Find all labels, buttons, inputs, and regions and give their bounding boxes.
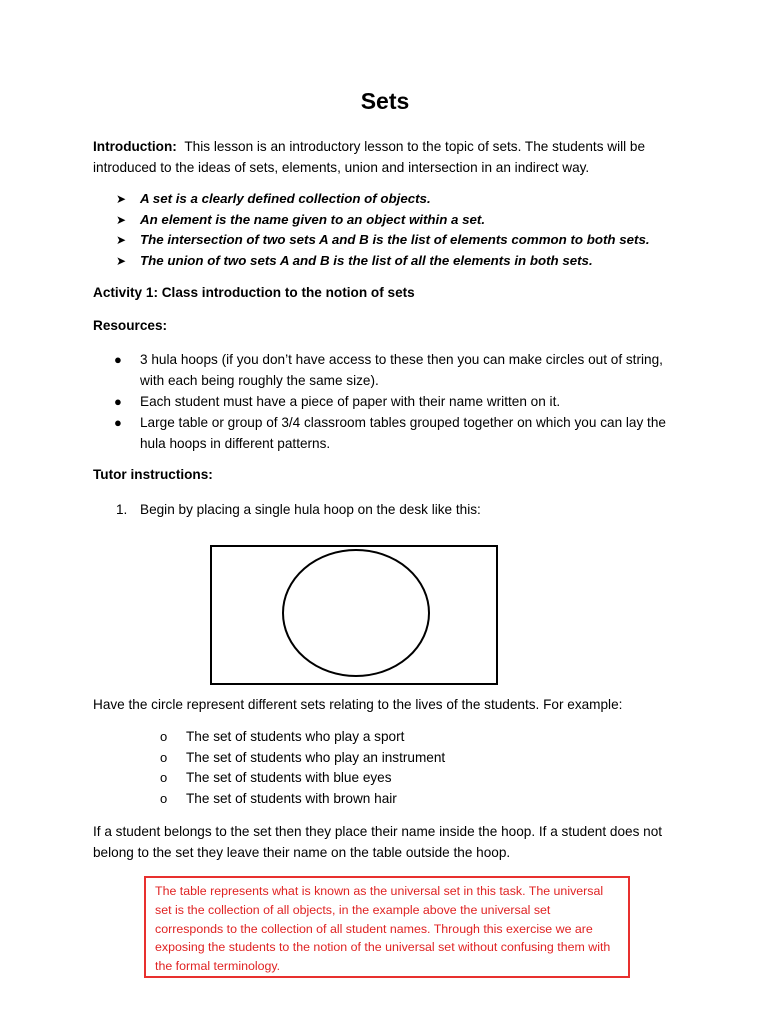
list-item: o The set of students with brown hair	[160, 789, 640, 810]
arrow-bullet-icon: ➤	[116, 212, 127, 227]
circle-bullet-icon: o	[160, 729, 168, 744]
activity-heading: Activity 1: Class introduction to the notion of sets	[93, 285, 415, 300]
hoop-circle	[283, 550, 429, 676]
list-item: o The set of students with blue eyes	[160, 768, 640, 789]
intro-label: Introduction:	[93, 139, 177, 154]
definition-item: ➤ An element is the name given to an object within a set.	[116, 210, 696, 231]
list-item: o The set of students who play an instrument	[160, 748, 640, 769]
circle-intro: Have the circle represent different sets relating to the lives of the students. For example:	[93, 697, 623, 712]
intro-text: This lesson is an introductory lesson to the topic of sets. The students will be introduced to the ideas of sets, elements, union and intersection in an indirect way.	[93, 139, 646, 175]
arrow-bullet-icon: ➤	[116, 233, 127, 248]
bullet-icon: ●	[114, 352, 122, 367]
arrow-bullet-icon: ➤	[116, 192, 127, 206]
bullet-icon: ●	[114, 394, 122, 409]
tutor-heading: Tutor instructions:	[93, 467, 213, 482]
hula-hoop-diagram	[210, 545, 498, 685]
table-rectangle	[211, 546, 497, 684]
universal-set-note: The table represents what is known as the universal set in this task. The universal set is the collection of all objects, in the example above the universal set corresponds to the collection of all student names. Through this exercise we are exposing the students to the notion of the universal set without confusing them with the formal terminology.	[144, 876, 630, 978]
list-item: o The set of students who play a sport	[160, 727, 640, 748]
definition-item: ➤ The intersection of two sets A and B is the list of elements common to both sets.	[116, 230, 696, 251]
definition-item: ➤ The union of two sets A and B is the list of all the elements in both sets.	[116, 251, 696, 272]
step-number: 1.	[116, 502, 128, 517]
step-text: Begin by placing a single hula hoop on the desk like this:	[140, 502, 481, 517]
list-item: ● 3 hula hoops (if you don’t have access to these then you can make circles out of string, with each being roughly the same size).	[114, 349, 674, 391]
list-item: ● Each student must have a piece of paper with their name written on it.	[114, 391, 674, 412]
circle-bullet-icon: o	[160, 790, 168, 806]
bullet-icon: ●	[114, 415, 122, 430]
examples-list	[160, 727, 640, 809]
circle-bullet-icon: o	[160, 749, 168, 765]
circle-bullet-icon: o	[160, 770, 168, 786]
page-title: Sets	[360, 88, 410, 114]
resources-heading: Resources:	[93, 318, 168, 333]
resources-list	[114, 349, 674, 454]
definitions-list	[116, 189, 696, 271]
instruction-step	[116, 499, 481, 520]
rule-paragraph: If a student belongs to the set then they place their name inside the hoop. If a student does not belong to the set they leave their name on the table outside the hoop.	[93, 824, 663, 860]
list-item: ● Large table or group of 3/4 classroom tables grouped together on which you can lay the hula hoops in different patterns.	[114, 412, 674, 454]
intro-paragraph	[93, 136, 683, 178]
definition-item: ➤ A set is a clearly defined collection of objects.	[116, 189, 696, 210]
arrow-bullet-icon: ➤	[116, 253, 127, 268]
